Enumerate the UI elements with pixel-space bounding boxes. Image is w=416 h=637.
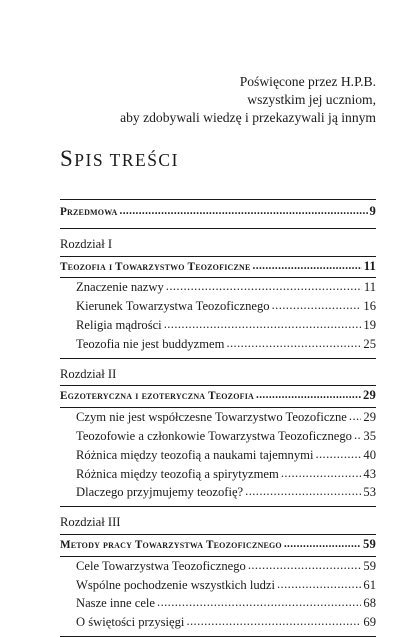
toc-title — [60, 146, 179, 172]
toc-entry-page: 11 — [363, 258, 376, 273]
toc-entry-label: Teozofia nie jest buddyzmem — [76, 336, 225, 351]
toc-entry-label: Dlaczego przyjmujemy teozofię? — [76, 485, 244, 500]
dot-leader — [166, 279, 362, 294]
toc-entry-label: Religia mądrości — [76, 317, 162, 332]
toc-entry-page: 59 — [363, 536, 376, 551]
dedication-line: aby zdobywali wiedzę i przekazywali ją innym — [120, 110, 376, 125]
toc-entry-page: 29 — [363, 388, 376, 403]
toc-entry-page: 11 — [363, 280, 376, 295]
spacer — [60, 229, 376, 237]
dot-leader — [354, 428, 361, 443]
toc-entry[interactable] — [60, 280, 376, 299]
chapter-heading-label: Rozdział II — [60, 366, 117, 381]
dot-leader — [120, 205, 368, 217]
toc-entry-label: Różnica między teozofią a spirytyzmem — [76, 466, 279, 481]
spacer — [60, 359, 376, 367]
toc-entry[interactable] — [60, 429, 376, 448]
dedication-line: Poświęcone przez H.P.B. — [239, 74, 376, 89]
dot-leader — [248, 558, 362, 573]
toc-entry-label: Przedmowa — [60, 206, 118, 218]
toc-entry-page: 68 — [363, 596, 376, 611]
dot-leader — [349, 409, 362, 424]
toc-entry-label: Znaczenie nazwy — [76, 280, 164, 295]
rule — [60, 256, 376, 257]
dot-leader — [256, 389, 361, 401]
toc-entry[interactable] — [60, 337, 376, 356]
dedication — [46, 73, 376, 127]
table-of-contents — [60, 199, 376, 637]
toc-entry-label: Wspólne pochodzenie wszystkich ludzi — [76, 577, 275, 592]
dedication-line: wszystkim jej uczniom, — [247, 92, 376, 107]
dot-leader — [277, 577, 361, 592]
dot-leader — [226, 336, 361, 351]
toc-entry[interactable] — [60, 596, 376, 615]
toc-entry[interactable] — [60, 615, 376, 634]
toc-entry[interactable] — [60, 410, 376, 429]
toc-entry-page: 61 — [363, 577, 376, 592]
chapter-heading-label: Rozdział I — [60, 236, 113, 251]
dot-leader — [272, 298, 362, 313]
toc-title-initial: S — [60, 146, 75, 171]
rule — [60, 556, 376, 557]
rule — [60, 407, 376, 408]
toc-entry-chapter-title[interactable] — [60, 259, 376, 278]
toc-entry-page: 29 — [363, 410, 376, 425]
toc-entry[interactable] — [60, 318, 376, 337]
toc-entry-label: Nasze inne cele — [76, 596, 156, 611]
rule — [60, 385, 376, 386]
toc-entry-page: 43 — [363, 466, 376, 481]
toc-entry-label: Czym nie jest współczesne Towarzystwo Teozoficzne — [76, 410, 347, 425]
dot-leader — [186, 614, 361, 629]
chapter-list — [60, 229, 376, 637]
toc-entry-label: Teozofowie a członkowie Towarzystwa Teozoficznego — [76, 428, 352, 443]
toc-entry-label: Teozofia i Towarzystwo Teozoficzne — [60, 260, 251, 273]
dot-leader — [245, 484, 361, 499]
toc-entry[interactable] — [60, 299, 376, 318]
dot-leader — [281, 466, 362, 481]
toc-entry-label: Różnica między teozofią a naukami tajemnymi — [76, 447, 314, 462]
toc-entry-chapter-title[interactable] — [60, 388, 376, 407]
chapter-heading-label: Rozdział III — [60, 515, 121, 530]
toc-entry-preface[interactable] — [60, 204, 376, 223]
toc-entry[interactable] — [60, 485, 376, 504]
toc-entry-page: 53 — [363, 485, 376, 500]
toc-entry-chapter-title[interactable] — [60, 537, 376, 556]
toc-entry-page: 59 — [363, 558, 376, 573]
dot-leader — [157, 595, 361, 610]
toc-title-rest: PIS TREŚCI — [74, 150, 179, 170]
toc-entry-page: 9 — [369, 204, 376, 218]
chapter-heading — [60, 515, 376, 534]
toc-entry-page: 35 — [363, 428, 376, 443]
spacer — [60, 507, 376, 515]
toc-entry[interactable] — [60, 578, 376, 597]
toc-entry-label: Metody pracy Towarzystwa Teozoficznego — [60, 538, 282, 551]
toc-entry-page: 25 — [363, 336, 376, 351]
toc-entry-label: Kierunek Towarzystwa Teozoficznego — [76, 299, 270, 314]
chapter-heading — [60, 237, 376, 256]
toc-entry-page: 40 — [363, 447, 376, 462]
dot-leader — [315, 447, 361, 462]
toc-entry-page: 69 — [363, 615, 376, 630]
toc-entry[interactable] — [60, 448, 376, 467]
toc-entry-page: 19 — [363, 317, 376, 332]
toc-entry[interactable] — [60, 559, 376, 578]
toc-entry[interactable] — [60, 467, 376, 486]
dot-leader — [284, 538, 361, 550]
toc-entry-page: 16 — [363, 299, 376, 314]
toc-entry-label: O świętości przysięgi — [76, 615, 185, 630]
toc-entry-label: Egzoteryczna i ezoteryczna Teozofia — [60, 390, 255, 403]
dot-leader — [164, 317, 362, 332]
chapter-heading — [60, 367, 376, 386]
rule — [60, 534, 376, 535]
rule — [60, 277, 376, 278]
dot-leader — [253, 260, 362, 272]
top-rule — [60, 199, 376, 200]
toc-entry-label: Cele Towarzystwa Teozoficznego — [76, 558, 246, 573]
